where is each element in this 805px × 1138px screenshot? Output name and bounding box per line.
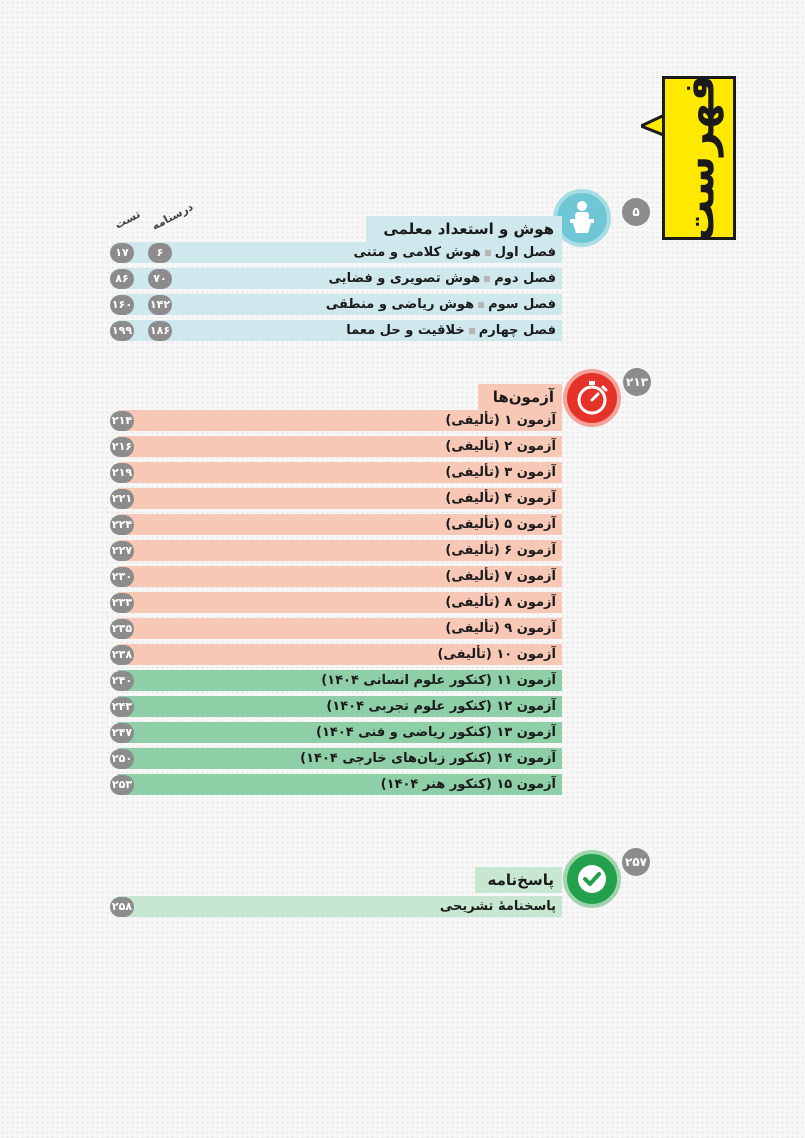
list-item[interactable]: آزمون ۱۰ (تألیفی) [118, 644, 562, 665]
lesson-page: ۶ [148, 243, 172, 263]
column-header-test: تست [112, 207, 143, 232]
chapter-topic: هوش کلامی و متنی [353, 245, 481, 260]
list-item[interactable]: آزمون ۱ (تألیفی) [118, 410, 562, 431]
separator-square [469, 328, 475, 334]
lesson-page: ۷۰ [148, 269, 172, 289]
list-item[interactable] [118, 320, 562, 341]
chapter-topic: خلاقیت و حل معما [346, 323, 465, 338]
section-3-title: پاسخ‌نامه [475, 867, 562, 893]
chapter-label: فصل دوم [494, 271, 556, 286]
test-page: ۱۶۰ [110, 295, 134, 315]
page-number: ۲۱۹ [110, 463, 134, 483]
list-item[interactable]: آزمون ۳ (تألیفی) [118, 462, 562, 483]
list-item[interactable] [118, 268, 562, 289]
chapter-label: فصل سوم [488, 297, 556, 312]
list-item[interactable]: آزمون ۹ (تألیفی) [118, 618, 562, 639]
checkmark-icon [563, 850, 621, 908]
page-number: ۲۵۰ [110, 749, 134, 769]
test-page: ۱۷ [110, 243, 134, 263]
separator-square [478, 302, 484, 308]
toc-title-badge [662, 76, 736, 240]
list-item[interactable]: آزمون ۷ (تألیفی) [118, 566, 562, 587]
test-page: ۱۹۹ [110, 321, 134, 341]
test-page: ۸۶ [110, 269, 134, 289]
page-number: ۲۵۸ [110, 897, 134, 917]
list-item[interactable]: آزمون ۶ (تألیفی) [118, 540, 562, 561]
column-header-lesson: درسنامه [149, 200, 196, 233]
section-1-title: هوش و استعداد معلمی [366, 216, 562, 242]
section-2-title: آزمون‌ها [478, 384, 562, 410]
list-item[interactable]: آزمون ۱۵ (کنکور هنر ۱۴۰۴) [118, 774, 562, 795]
chapter-topic: هوش تصویری و فضایی [328, 271, 481, 286]
separator-square [484, 276, 490, 282]
section-2-page-number: ۲۱۳ [623, 368, 651, 396]
lesson-page: ۱۴۲ [148, 295, 172, 315]
stopwatch-icon [563, 369, 621, 427]
list-item[interactable]: پاسخنامهٔ تشریحی [118, 896, 562, 917]
section-1-page-number: ۵ [622, 198, 650, 226]
list-item[interactable]: آزمون ۸ (تألیفی) [118, 592, 562, 613]
list-item[interactable]: آزمون ۱۲ (کنکور علوم تجربی ۱۴۰۴) [118, 696, 562, 717]
chapter-label: فصل اول [494, 245, 556, 260]
list-item[interactable]: آزمون ۱۱ (کنکور علوم انسانی ۱۴۰۴) [118, 670, 562, 691]
page-number: ۲۴۰ [110, 671, 134, 691]
list-item[interactable]: آزمون ۵ (تألیفی) [118, 514, 562, 535]
list-item[interactable]: آزمون ۱۴ (کنکور زبان‌های خارجی ۱۴۰۴) [118, 748, 562, 769]
chapter-label: فصل چهارم [478, 323, 556, 338]
section-3-page-number: ۲۵۷ [622, 848, 650, 876]
lesson-page: ۱۸۶ [148, 321, 172, 341]
page-title: فهرست [674, 74, 724, 242]
chapter-topic: هوش ریاضی و منطقی [325, 297, 475, 312]
page-number: ۲۴۷ [110, 723, 134, 743]
list-item[interactable]: آزمون ۲ (تألیفی) [118, 436, 562, 457]
page-number: ۲۲۴ [110, 515, 134, 535]
list-item[interactable]: آزمون ۴ (تألیفی) [118, 488, 562, 509]
page-number: ۲۱۴ [110, 411, 134, 431]
page-number: ۲۳۵ [110, 619, 134, 639]
page-number: ۲۳۸ [110, 645, 134, 665]
page-number: ۲۲۱ [110, 489, 134, 509]
page-number: ۲۴۳ [110, 697, 134, 717]
list-item[interactable] [118, 294, 562, 315]
page-number: ۲۱۶ [110, 437, 134, 457]
list-item[interactable]: آزمون ۱۳ (کنکور ریاضی و فنی ۱۴۰۴) [118, 722, 562, 743]
page-number: ۲۵۳ [110, 775, 134, 795]
separator-square [485, 250, 491, 256]
page-number: ۲۳۳ [110, 593, 134, 613]
page-number: ۲۳۰ [110, 567, 134, 587]
page-number: ۲۲۷ [110, 541, 134, 561]
list-item[interactable] [118, 242, 562, 263]
